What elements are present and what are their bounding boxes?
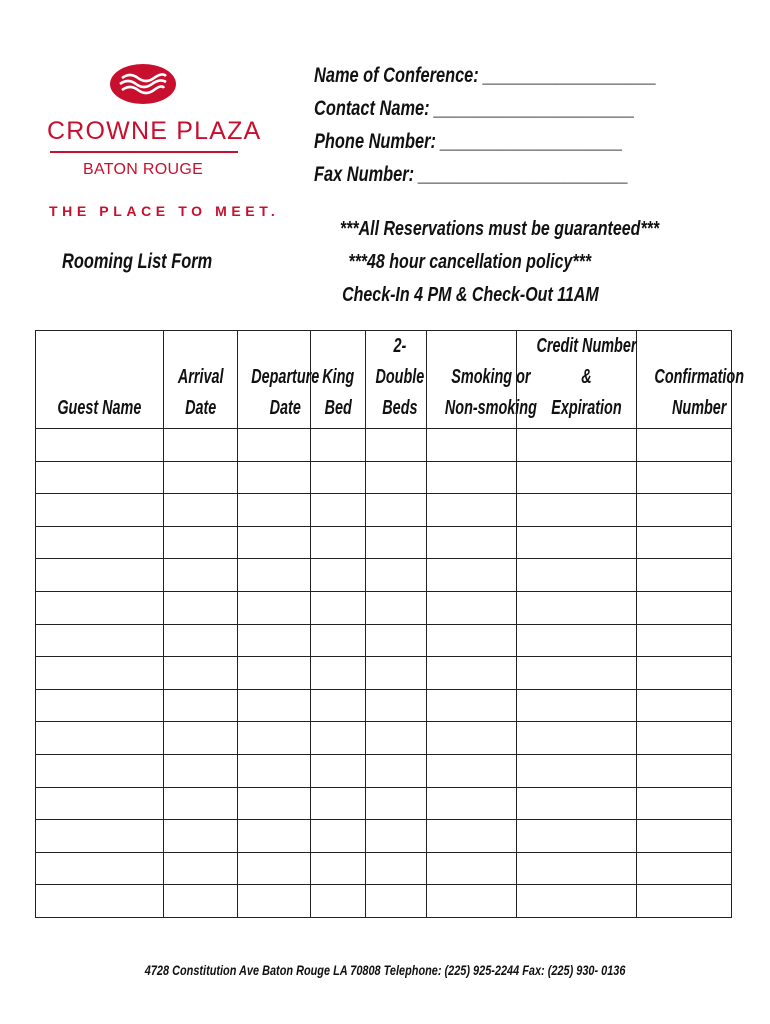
cell-smoking-pref[interactable] (427, 852, 517, 885)
cell-guest-name[interactable] (36, 429, 164, 462)
cell-departure-date[interactable] (238, 559, 311, 592)
cell-guest-name[interactable] (36, 885, 164, 918)
column-header-guest-name (36, 331, 164, 429)
cell-credit-number[interactable] (517, 624, 637, 657)
cancellation-policy: ***48 hour cancellation policy*** (348, 251, 592, 273)
cell-king-bed[interactable] (311, 689, 366, 722)
cell-king-bed[interactable] (311, 820, 366, 853)
table-row (36, 852, 732, 885)
logo-divider (50, 151, 238, 153)
cell-arrival-date[interactable] (164, 885, 238, 918)
cell-credit-number[interactable] (517, 526, 637, 559)
column-header-arrival-date (164, 331, 238, 429)
cell-guest-name[interactable] (36, 754, 164, 787)
cell-king-bed[interactable] (311, 429, 366, 462)
cell-guest-name[interactable] (36, 526, 164, 559)
table-row (36, 429, 732, 462)
cell-departure-date[interactable] (238, 885, 311, 918)
cell-confirmation-number[interactable] (637, 657, 732, 690)
cell-credit-number[interactable] (517, 754, 637, 787)
cell-double-beds[interactable] (366, 526, 427, 559)
column-header-line: Departure (251, 366, 320, 388)
cell-smoking-pref[interactable] (427, 526, 517, 559)
cell-arrival-date[interactable] (164, 461, 238, 494)
cell-confirmation-number[interactable] (637, 624, 732, 657)
column-header-line: Arrival (177, 366, 224, 388)
cell-king-bed[interactable] (311, 591, 366, 624)
cell-king-bed[interactable] (311, 461, 366, 494)
table-body (36, 429, 732, 918)
cell-arrival-date[interactable] (164, 787, 238, 820)
contact-name-field[interactable]: Contact Name: ______________________ (314, 97, 635, 120)
column-header-smoking-pref (427, 331, 537, 429)
crowne-plaza-logo (45, 62, 280, 222)
cell-confirmation-number[interactable] (637, 429, 732, 462)
cell-double-beds[interactable] (366, 624, 427, 657)
cell-credit-number[interactable] (517, 787, 637, 820)
cell-departure-date[interactable] (238, 624, 311, 657)
table-row (36, 559, 732, 592)
cell-guest-name[interactable] (36, 461, 164, 494)
cell-credit-number[interactable] (517, 429, 637, 462)
cell-king-bed[interactable] (311, 526, 366, 559)
cell-smoking-pref[interactable] (427, 657, 517, 690)
table-header-row (36, 331, 732, 429)
table-row (36, 657, 732, 690)
cell-guest-name[interactable] (36, 787, 164, 820)
cell-departure-date[interactable] (238, 461, 311, 494)
table-row (36, 494, 732, 527)
footer-address: 4728 Constitution Ave Baton Rouge LA 70808 Telephone: (225) 925-2244 Fax: (225) 930- 0136 (144, 962, 626, 978)
cell-departure-date[interactable] (238, 820, 311, 853)
cell-double-beds[interactable] (366, 820, 427, 853)
cell-confirmation-number[interactable] (637, 787, 732, 820)
rooming-list-table (35, 330, 745, 918)
cell-guest-name[interactable] (36, 559, 164, 592)
table-row (36, 722, 732, 755)
cell-smoking-pref[interactable] (427, 722, 517, 755)
cell-smoking-pref[interactable] (427, 559, 517, 592)
cell-king-bed[interactable] (311, 787, 366, 820)
cell-guest-name[interactable] (36, 722, 164, 755)
conference-name-field[interactable]: Name of Conference: ___________________ (314, 64, 657, 87)
cell-arrival-date[interactable] (164, 624, 238, 657)
logo-tagline: THE PLACE TO MEET. (49, 203, 280, 219)
cell-arrival-date[interactable] (164, 526, 238, 559)
cell-arrival-date[interactable] (164, 852, 238, 885)
cell-departure-date[interactable] (238, 591, 311, 624)
column-header-line: Non-smoking (444, 397, 537, 419)
column-header-departure-date (238, 331, 320, 429)
cell-departure-date[interactable] (238, 689, 311, 722)
cell-arrival-date[interactable] (164, 820, 238, 853)
cell-arrival-date[interactable] (164, 559, 238, 592)
column-header-double-beds (366, 331, 427, 429)
cell-king-bed[interactable] (311, 754, 366, 787)
cell-credit-number[interactable] (517, 494, 637, 527)
cell-smoking-pref[interactable] (427, 885, 517, 918)
column-header-line: Guest Name (57, 397, 142, 419)
cell-king-bed[interactable] (311, 494, 366, 527)
cell-arrival-date[interactable] (164, 657, 238, 690)
table-row (36, 689, 732, 722)
cell-guest-name[interactable] (36, 494, 164, 527)
logo-brand-name: CROWNE PLAZA (47, 117, 262, 145)
cell-king-bed[interactable] (311, 852, 366, 885)
column-header-line: Beds (382, 397, 418, 419)
cell-king-bed[interactable] (311, 657, 366, 690)
cell-smoking-pref[interactable] (427, 624, 517, 657)
cell-double-beds[interactable] (366, 657, 427, 690)
guarantee-policy: ***All Reservations must be guaranteed*** (339, 218, 660, 240)
column-header-line: Smoking or (451, 366, 531, 388)
table-row (36, 820, 732, 853)
cell-confirmation-number[interactable] (637, 885, 732, 918)
cell-guest-name[interactable] (36, 852, 164, 885)
cell-departure-date[interactable] (238, 494, 311, 527)
column-header-line: Date (269, 397, 301, 419)
cell-arrival-date[interactable] (164, 722, 238, 755)
table-row (36, 885, 732, 918)
cell-confirmation-number[interactable] (637, 722, 732, 755)
phone-number-field[interactable]: Phone Number: ____________________ (314, 130, 623, 153)
cell-smoking-pref[interactable] (427, 591, 517, 624)
cell-arrival-date[interactable] (164, 689, 238, 722)
logo-city: BATON ROUGE (83, 161, 204, 178)
cell-credit-number[interactable] (517, 820, 637, 853)
cell-double-beds[interactable] (366, 885, 427, 918)
cell-smoking-pref[interactable] (427, 820, 517, 853)
table-row (36, 624, 732, 657)
cell-confirmation-number[interactable] (637, 559, 732, 592)
cell-king-bed[interactable] (311, 559, 366, 592)
cell-confirmation-number[interactable] (637, 689, 732, 722)
form-title: Rooming List Form (62, 250, 213, 273)
cell-arrival-date[interactable] (164, 591, 238, 624)
cell-departure-date[interactable] (238, 429, 311, 462)
table-row (36, 591, 732, 624)
cell-king-bed[interactable] (311, 624, 366, 657)
column-header-confirmation-number (637, 331, 745, 429)
column-header-line: Double (375, 366, 425, 388)
cell-credit-number[interactable] (517, 689, 637, 722)
cell-smoking-pref[interactable] (427, 689, 517, 722)
cell-guest-name[interactable] (36, 689, 164, 722)
cell-departure-date[interactable] (238, 787, 311, 820)
cell-confirmation-number[interactable] (637, 461, 732, 494)
cell-departure-date[interactable] (238, 754, 311, 787)
cell-double-beds[interactable] (366, 494, 427, 527)
table-row (36, 461, 732, 494)
column-header-line: & (581, 366, 592, 388)
fax-number-field[interactable]: Fax Number: _______________________ (314, 163, 629, 186)
column-header-line: Date (184, 397, 217, 419)
column-header-line: Number (672, 397, 727, 419)
cell-double-beds[interactable] (366, 591, 427, 624)
cell-credit-number[interactable] (517, 722, 637, 755)
cell-confirmation-number[interactable] (637, 526, 732, 559)
column-header-line: 2- (393, 335, 407, 357)
cell-double-beds[interactable] (366, 754, 427, 787)
cell-smoking-pref[interactable] (427, 787, 517, 820)
cell-smoking-pref[interactable] (427, 429, 517, 462)
cell-double-beds[interactable] (366, 852, 427, 885)
cell-credit-number[interactable] (517, 559, 637, 592)
cell-double-beds[interactable] (366, 429, 427, 462)
cell-king-bed[interactable] (311, 722, 366, 755)
cell-credit-number[interactable] (517, 852, 637, 885)
table-row (36, 526, 732, 559)
cell-arrival-date[interactable] (164, 494, 238, 527)
cell-departure-date[interactable] (238, 722, 311, 755)
cell-confirmation-number[interactable] (637, 852, 732, 885)
cell-confirmation-number[interactable] (637, 754, 732, 787)
cell-king-bed[interactable] (311, 885, 366, 918)
cell-double-beds[interactable] (366, 461, 427, 494)
cell-arrival-date[interactable] (164, 754, 238, 787)
cell-double-beds[interactable] (366, 689, 427, 722)
column-header-line: Expiration (551, 397, 622, 419)
waves-emblem-icon (108, 62, 178, 106)
cell-credit-number[interactable] (517, 885, 637, 918)
cell-credit-number[interactable] (517, 591, 637, 624)
cell-double-beds[interactable] (366, 787, 427, 820)
cell-departure-date[interactable] (238, 657, 311, 690)
table-row (36, 754, 732, 787)
cell-departure-date[interactable] (238, 852, 311, 885)
cell-double-beds[interactable] (366, 559, 427, 592)
column-header-line: King (322, 366, 354, 388)
cell-confirmation-number[interactable] (637, 820, 732, 853)
cell-guest-name[interactable] (36, 624, 164, 657)
cell-smoking-pref[interactable] (427, 754, 517, 787)
cell-credit-number[interactable] (517, 657, 637, 690)
cell-arrival-date[interactable] (164, 429, 238, 462)
checkin-checkout-policy: Check-In 4 PM & Check-Out 11AM (341, 284, 599, 306)
cell-credit-number[interactable] (517, 461, 637, 494)
cell-guest-name[interactable] (36, 820, 164, 853)
cell-confirmation-number[interactable] (637, 591, 732, 624)
cell-smoking-pref[interactable] (427, 494, 517, 527)
column-header-line: Credit Number (536, 335, 637, 357)
table-row (36, 787, 732, 820)
cell-guest-name[interactable] (36, 591, 164, 624)
cell-departure-date[interactable] (238, 526, 311, 559)
cell-guest-name[interactable] (36, 657, 164, 690)
column-header-line: Bed (324, 397, 352, 419)
cell-confirmation-number[interactable] (637, 494, 732, 527)
column-header-line: Confirmation (654, 366, 745, 388)
cell-double-beds[interactable] (366, 722, 427, 755)
cell-smoking-pref[interactable] (427, 461, 517, 494)
